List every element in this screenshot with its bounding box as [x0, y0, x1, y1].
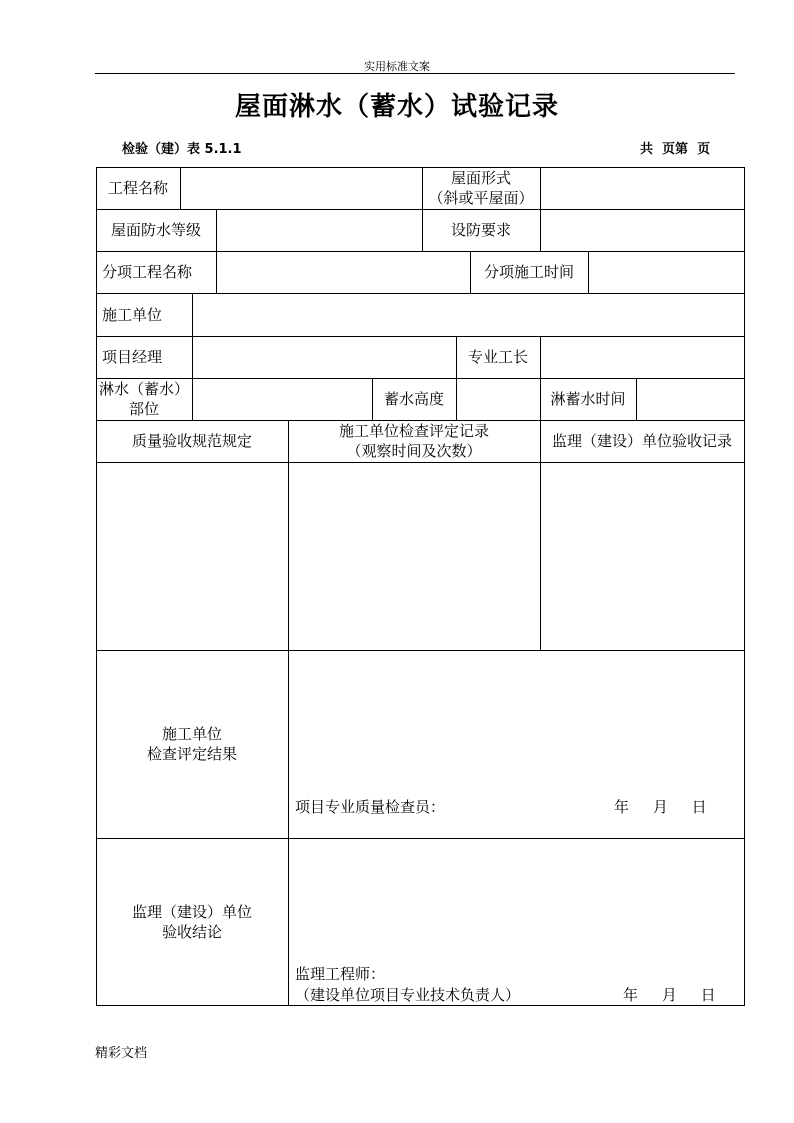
- supervision-record-label: 监理（建设）单位验收记录: [551, 432, 732, 450]
- sub-construction-time-field[interactable]: [588, 251, 744, 293]
- inspector-label: 项目专业质量检查员：: [295, 798, 446, 816]
- spray-area-label: 淋水（蓄水） 部位: [98, 380, 189, 418]
- supervision-record-field[interactable]: [540, 462, 744, 650]
- quality-spec-label: 质量验收规范规定: [131, 432, 252, 450]
- foreman-field[interactable]: [540, 336, 744, 378]
- defense-requirement-field[interactable]: [540, 209, 744, 251]
- sub-construction-time-label: 分项施工时间: [483, 263, 574, 281]
- tech-lead-label: （建设单位项目专业技术负责人）: [295, 986, 521, 1004]
- spray-area-field[interactable]: [192, 378, 372, 420]
- header-rule: [95, 73, 735, 74]
- construction-check-field[interactable]: [288, 462, 540, 650]
- foreman-label: 专业工长: [467, 348, 528, 366]
- form-number: 检验（建）表 5.1.1: [122, 142, 242, 157]
- project-name-label: 工程名称: [107, 179, 168, 197]
- supervision-date-label: 年 月 日: [623, 986, 716, 1004]
- table-line: [96, 1005, 745, 1006]
- construction-unit-label: 施工单位: [102, 305, 163, 324]
- supervision-conclusion-field[interactable]: [288, 838, 744, 958]
- waterproof-grade-label: 屋面防水等级: [110, 221, 201, 239]
- quality-spec-field[interactable]: [96, 462, 288, 650]
- project-manager-field[interactable]: [192, 336, 456, 378]
- construction-result-field[interactable]: [288, 650, 744, 790]
- project-name-field[interactable]: [180, 167, 422, 209]
- roof-form-label: 屋面形式 （斜或平屋面）: [428, 169, 534, 207]
- engineer-label: 监理工程师：: [295, 965, 386, 983]
- construction-result-label: 施工单位 检查评定结果: [146, 725, 237, 763]
- project-manager-label: 项目经理: [102, 348, 163, 366]
- construction-check-label: 施工单位检查评定记录 （观察时间及次数）: [338, 422, 489, 460]
- storage-height-field[interactable]: [456, 378, 540, 420]
- page-title: 屋面淋水（蓄水）试验记录: [234, 92, 559, 122]
- storage-height-label: 蓄水高度: [383, 390, 444, 408]
- construction-unit-field[interactable]: [192, 293, 744, 336]
- defense-requirement-label: 设防要求: [450, 221, 511, 239]
- waterproof-grade-field[interactable]: [216, 209, 422, 251]
- spray-time-field[interactable]: [636, 378, 744, 420]
- supervision-conclusion-label: 监理（建设）单位 验收结论: [131, 902, 252, 941]
- spray-time-label: 淋蓄水时间: [550, 390, 626, 408]
- page-info: 共 页第 页: [640, 142, 711, 157]
- page-header-text: 实用标准文案: [364, 60, 430, 73]
- table-line: [744, 167, 745, 1005]
- page-footer-text: 精彩文档: [95, 1046, 148, 1061]
- sub-project-label: 分项工程名称: [102, 263, 193, 281]
- sub-project-field[interactable]: [216, 251, 470, 293]
- inspection-date-label: 年 月 日: [614, 798, 707, 816]
- roof-form-field[interactable]: [540, 167, 744, 209]
